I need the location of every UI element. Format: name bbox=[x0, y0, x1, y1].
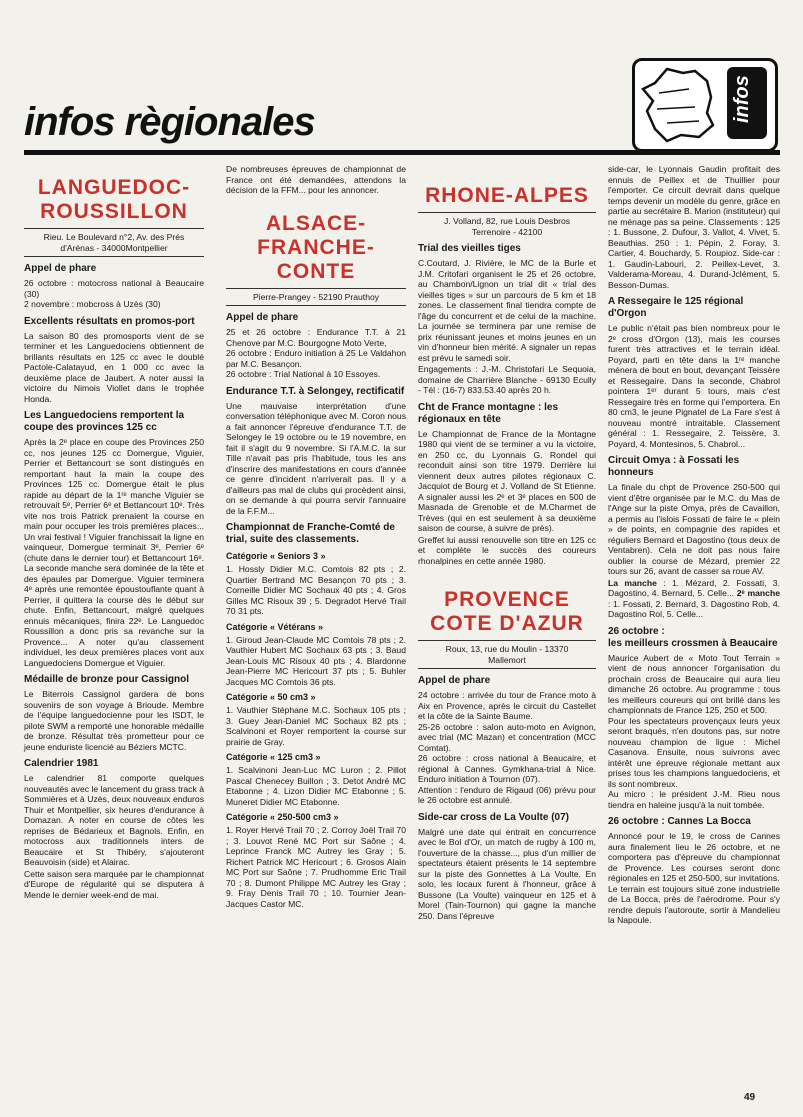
region-title-rhone: RHONE-ALPES bbox=[425, 184, 589, 207]
section-text: Engagements : J.-M. Christofari Le Sequoia, domaine de Charrière Blanche - 69130 Ecully - Tél : (16-7) 833.53.40 après 20 h. bbox=[418, 364, 596, 395]
region-address: J. Volland, 82, rue Louis Desbros Terrenoire - 42100 bbox=[443, 216, 571, 237]
section-text: Le Championnat de France de la Montagne 1980 qui vient de se terminer a vu la victoire, en 250 cc, du Lyonnais G. Rondel qui reconduit ainsi son titre 1979. Derrière lui viennent deux autres pilotes régionaux C. Jacquiot de Bourg et J. Volland de St Etienne. A signaler aussi les 2ᵉ et 3ᵉ places en 500 de Masnada de Grenoble et de M.Charmet de Trèves (qui en est seulement à sa deuxième saison de course, à suivre de près). bbox=[418, 428, 596, 533]
section-text: Après la 2ᵉ place en coupe des Provinces 250 cc, nos jeunes 125 cc Domergue, Viguier, Perrier et Bettancourt se sont distingués en remportant haut la main la coupe des Provinces 125 cc. Domergue était le plus rapide au départ de la 1ʳᵉ manche Viguier se retrouvait 5ᵉ, Perrier 6ᵉ et Bettancourt 10ᵉ. Très vite nos trois Patrick prenaient la course en main pour occuper les trois premières places... Un vrai festival ! Viguier franchissait la ligne en vainqueur, Domergue terminait 3ᵉ, Perrier 6ᵉ (chute dans le dernier tour) et Bettancourt 16ᵉ. La seconde manche sera dominée de la tête et des épaules par Domergue. Viguier terminera 4ᵉ après une remontée époustouflante quant à Perrier, il quittera la course dès le début sur chute. Enfin, Bettancourt, malgré quelques ennuis mécaniques, finira 22ᵉ. Le Languedoc Roussillon a donc pris sa revanche sur la Provence... A noter qu'au classement individuel, les deux premières places vont aux Languedociens Domergue et Viguier. bbox=[24, 437, 204, 668]
category-title: Catégorie « Vétérans » bbox=[226, 621, 324, 632]
region-address: Pierre-Prangey - 52190 Prauthoy bbox=[252, 291, 380, 302]
section-text: Annoncé pour le 19, le cross de Cannes aura finalement lieu le 26 octobre, et ne comportera pas d'épreuve du championnat de Provence. Les courses seront donc régionales en 125 et 250-500, sur invitations. Le terrain est toujours situé zone industrielle de La Bocca, près de l'aérodrome. Pour s'y rendre depuis l'autoroute, sortir à Mandelieu la Napoule. bbox=[608, 831, 780, 925]
section-text: Maurice Aubert de « Moto Tout Terrain » vient de nous annoncer l'organisation du prochain cross de Beaucaire qui aura lieu dimanche 26 octobre. Au programme : tous les meilleurs coureurs qui ont brillé dans les championnats de France 125, 250 et 500. Pour les spectateurs provençaux leurs yeux seront braqués, n'en doutons pas, sur notre nouveau champion de ligue : Michel Casanova. Ensuite, nous suivrons avec intérêt une épreuve régionale mettant aux prises tous les champions languedociens, et ils sont nombreux. Au micro : le président J.-M. Rieu nous tiendra en haleine jusqu'à la nuit tombée. bbox=[608, 652, 780, 810]
region-title-alsace: ALSACE- FRANCHE- CONTE bbox=[257, 211, 375, 283]
section-title: A Ressegaire le 125 régional d'Orgon bbox=[608, 296, 744, 319]
category-title: Catégorie « 50 cm3 » bbox=[226, 692, 316, 702]
category-text: 1. Vauthier Stéphane M.C. Sochaux 105 pts ; 3. Guey Jean-Daniel MC Sochaux 82 pts ; Scalvinoni et Royer remportent la course sur prairie de Gray. bbox=[226, 705, 406, 747]
column-rhone-provence bbox=[418, 184, 596, 922]
intro-text: side-car, le Lyonnais Gaudin profitait des ennuis de Peillex et de Thuillier pour l'emporter. Ce circuit devrait dans quelque temps devenir un modèle du genre, grâce en partie au secrétaire B. Marion (instituteur) qui ne ménage pas sa peine. Classements : 125 : 1. Bussone, 2. Dufour, 3. Vallot, 4. Vivet, 5. Beauthias. 250 : 1. Pépin, 2. Foray, 3. Cartier, 4. Bouchardy, 5. Roupioz. Side-car : 1. Gaudin-Labouri, 2. Peillex-Levet, 3. Valderama-Moreau, 4. Durand-Jclément, 5. Besson-Dumas. bbox=[608, 164, 780, 290]
heat-results: : 1. Mézard, 2. Fossati, 3. Dagostino, 4. Bernard, 5. Celle... bbox=[608, 577, 780, 598]
heat-label: La manche bbox=[608, 577, 657, 588]
france-map-icon bbox=[637, 63, 729, 145]
section-text: C.Coutard, J. Rivière, le MC de la Burle et J.M. Critofari organisent le 25 et 26 octobre, au Chambon/Lignon un trial dit « trial des vieilles tiges » sur un parcours de 5 km et 18 zones. Le classement final tiendra compte de l'âge du concurrent et de celui de la machine. La journée se terminera par une remise de prix réunissant jeunes et moins jeunes en un vin d'honneur bien mérité. A signaler un repas est prévu le samedi soir. bbox=[418, 258, 596, 363]
section-title: Side-car cross de La Voulte (07) bbox=[418, 811, 569, 823]
section-title: Calendrier 1981 bbox=[24, 758, 99, 769]
section-text: Une mauvaise interprétation d'une conversation téléphonique avec M. Coron nous a fait annoncer l'épreuve d'endurance T.T. de Selongey le 19 octobre ou le 19 novembre, en fait il s'agit du 9 novembre. Si l'A.M.C. la sur Tille n'avait pas pris l'habitude, tous les ans d'inscrire des manifestations en cours d'année ce genre d'incident n'arriverait pas. Il y a d'ailleurs pas mal de clubs qui procèdent ainsi, on se demande à qui pourra servir l'annuaire de la F.F.M... bbox=[226, 400, 406, 516]
section-title: Trial des vieilles tiges bbox=[418, 243, 521, 254]
logo-text: infos bbox=[731, 75, 753, 123]
section-text: Cette saison sera marquée par le championnat d'Europe de régularité qui se disputera à Mende le dernier week-end de mai. bbox=[24, 868, 204, 900]
region-title-languedoc: LANGUEDOC- ROUSSILLON bbox=[37, 176, 191, 223]
masthead-rule bbox=[24, 150, 780, 155]
section-text: Malgré une date qui entrait en concurrence avec le Bol d'Or, un match de rugby à 100 m, l'ouverture de la chasse..., plus d'un millier de spectateurs étaient présents le 14 septembre sur la piste des Gonnettes à La Voulte. En solo, les locaux furent à l'honneur, grâce à Bussone (La Voulte) vainqueur en 125 et à Morel (Tain-Tournon) qui gagne la manche 250. Dans l'épreuve bbox=[418, 826, 596, 921]
column-provence-cont bbox=[608, 164, 780, 927]
category-text: 1. Royer Hervé Trail 70 ; 2. Corroy Joël Trail 70 ; 3. Louvot René MC Port sur Saône ; 4. Leprince Franck MC Autrey les Gray ; 5. Richert Patrick MC Hericourt ; 6. Grosos Alain MC Port sur Saône ; 7. Prudhomme Eric Trail 70 ; 8. Dumont Philippe MC Autrey les Gray ; 9. Fray Denis Trail 70 ; 10. Tournier Jean-Jacques Castor MC. bbox=[226, 825, 406, 909]
section-title: Cht de France montagne : les régionaux en tête bbox=[418, 401, 559, 425]
region-title-provence: PROVENCE COTE D'AZUR bbox=[430, 588, 584, 635]
section-text: La finale du chpt de Provence 250-500 qui vient d'être organisée par le M.C. du Mas de l'Ange sur la piste Omya, près de Cavaillon, a permis au l'islois Fossati de faire le « plein » de points, en compagnie des rapides et réguliers Bernard et Dagostino (tous deux de Ventabren). Cela ne doit pas nous faire oublier la course de Mézard, premier 22 tours sur 26, avant de casser sa roue AV. bbox=[608, 482, 780, 576]
category-text: 1. Giroud Jean-Claude MC Comtois 78 pts ; 2. Vauthier Hubert MC Sochaux 63 pts ; 3. Baud Jean-Louis MC Risoux 40 pts ; 4. Blardonne Jean-Pierre MC Hericourt 37 pts ; 5. Buhler Jacques MC Comtois 36 pts. bbox=[226, 634, 406, 687]
region-box-languedoc bbox=[24, 176, 204, 257]
region-address: Roux, 13, rue du Moulin - 13370 Mallemort bbox=[445, 644, 569, 665]
section-text: Le public n'était pas bien nombreux pour le 2ᵉ cross d'Orgon (13), mais les courses furent très attractives et le terrain idéal. Poyard, parti en tête dans la 1ʳᵉ manche ménera de bout en bout, devançant Teissère et Ressegaire. Dans la seconde, Chabrol pointera 1ᵉʳ durant 5 tours, mais c'est Ressegaire très en forme qui l'emportera. En 80 cm3, le jeune Pignatel de La Fare s'est à nouveau montré intraitable. Classement général : 1. Ressegaire, 2. Teissère, 3. Poyard, 4. Montesinos, 5. Chabrol... bbox=[608, 323, 780, 449]
column-languedoc bbox=[24, 176, 204, 901]
section-title: Les Languedociens remportent la coupe des provinces 125 cc bbox=[24, 410, 185, 433]
heat-label: 2ᵉ manche bbox=[736, 588, 780, 598]
section-text: 25 et 26 octobre : Endurance T.T. à 21 Chenove par M.C. Bourgogne Moto Verte, 26 octobre : Enduro initiation à 25 Le Valdahon par M.C. Besançon. 26 octobre : Trial National à 10 Essoyes. bbox=[226, 327, 406, 379]
category-title: Catégorie « Seniors 3 » bbox=[226, 551, 326, 561]
region-rule bbox=[24, 228, 204, 229]
section-text: 26 octobre : motocross national à Beaucaire (30) 2 novembre : mobcross à Uzès (30) bbox=[24, 278, 204, 309]
section-text: Greffet lui aussi renouvelle son titre en 125 cc et complète le succès des coureurs rhonalpines en cette année 1980. bbox=[418, 534, 596, 566]
section-title: Endurance T.T. à Selongey, rectificatif bbox=[226, 385, 405, 397]
region-rule bbox=[418, 668, 596, 669]
category-title: Catégorie « 125 cm3 » bbox=[226, 752, 321, 762]
category-text: 1. Scalvinoni Jean-Luc MC Luron ; 2. Pillot Pascal Chenecey Buillon ; 3. Detot André MC Etabonne ; 4. Lizon Didier MC Etabonne ; 5. Muneret Didier MC Etabonne. bbox=[226, 765, 406, 807]
region-rule bbox=[226, 305, 406, 306]
section-text: Le Biterrois Cassignol gardera de bons souvenirs de son voyage à Brioude. Membre de l'équipe languedocienne pour les ISDT, le pilote SWM a remporté une honorable médaille de bronze. Résultat très prometteur pour ce jeune enduriste licencié au Béziers MCTC. bbox=[24, 689, 204, 752]
region-box-alsace bbox=[226, 212, 406, 307]
section-text: La saison 80 des promosports vient de se terminer et les Languedociens obtiennent de brillants résultats en 125 cc avec le doublé Pactole-Calatayud, en 1 000 cc avec la deuxième place de Jaubert. A noter aussi la victoire du Nimois Viollet dans le trophée Honda. bbox=[24, 330, 204, 404]
page-number: 49 bbox=[744, 1092, 756, 1103]
region-rule bbox=[24, 256, 204, 257]
section-title: Médaille de bronze pour Cassignol bbox=[24, 674, 190, 685]
results-text bbox=[608, 578, 780, 620]
intro-text: De nombreuses épreuves de championnat de France ont été demandées, attendons la décision de la FFM... pour les annoncer. bbox=[226, 164, 406, 195]
section-title: Championnat de Franche-Comté de trial, suite des classements. bbox=[226, 522, 395, 545]
section-title: Excellents résultats en promos-port bbox=[24, 315, 195, 327]
section-title: Circuit Omya : à Fossati les honneurs bbox=[608, 455, 740, 478]
region-box-rhone bbox=[418, 184, 596, 237]
category-text: 1. Hossly Didier M.C. Comtois 82 pts ; 2. Quartier Bertrand MC Besançon 70 pts ; 3. Corneille Didier MC Sochaux 40 pts ; 4. Gros Gilles MC Risoux 39 ; 5. Degradot Hervé Trail 70 31 pts. bbox=[226, 564, 406, 616]
region-rule bbox=[418, 212, 596, 213]
category-title: Catégorie « 250-500 cm3 » bbox=[226, 812, 339, 822]
section-text: Le calendrier 81 comporte quelques nouveautés avec le lancement du grass track à Sommières et à Uzès, deux nouveaux enduros Thuir et Montpellier, six heures d'endurance à Domazan. A noter en course de côtes les reprises de Bédarieux et Bagnols. Enfin, en motocross aux traditionnels inters de Beaucaire et St Thibéry, s'ajouteront Beauvoisin (side) et Alairac. bbox=[24, 773, 204, 867]
region-rule bbox=[418, 640, 596, 641]
region-address: Rieu. Le Boulevard n°2, Av. des Prés d'Arénas - 34000Montpellier bbox=[43, 232, 185, 253]
page-title: infos règionales bbox=[24, 100, 315, 144]
section-text: 24 octobre : arrivée du tour de France moto à Aix en Provence, après le circuit du Castellet et la côte de la Sainte Baume. 25-26 octobre : salon auto-moto en Avignon, avec trial (MC Mazan) et concentration (MCC Comtat). 26 octobre : cross national à Beaucaire, et régional à Cannes. Gymkhana-trial à Nice. Enduro initiation à Tournon (07). Attention : l'enduro de Rigaud (06) prévu pour le 26 octobre est annulé. bbox=[418, 690, 596, 805]
region-box-provence bbox=[418, 588, 596, 669]
region-rule bbox=[226, 288, 406, 289]
section-title: Appel de phare bbox=[418, 675, 491, 686]
heat-results: : 1. Fossati, 2. Bernard, 3. Dagostino Rob, 4. Dagostino Rol, 5. Celle... bbox=[608, 598, 780, 619]
logo-box bbox=[632, 58, 778, 152]
section-title: 26 octobre : Cannes La Bocca bbox=[608, 816, 751, 827]
section-title: Appel de phare bbox=[24, 263, 97, 274]
section-title: Appel de phare bbox=[226, 312, 299, 323]
column-alsace bbox=[226, 164, 406, 910]
section-title: 26 octobre : les meilleurs crossmen à Beaucaire bbox=[608, 625, 778, 649]
